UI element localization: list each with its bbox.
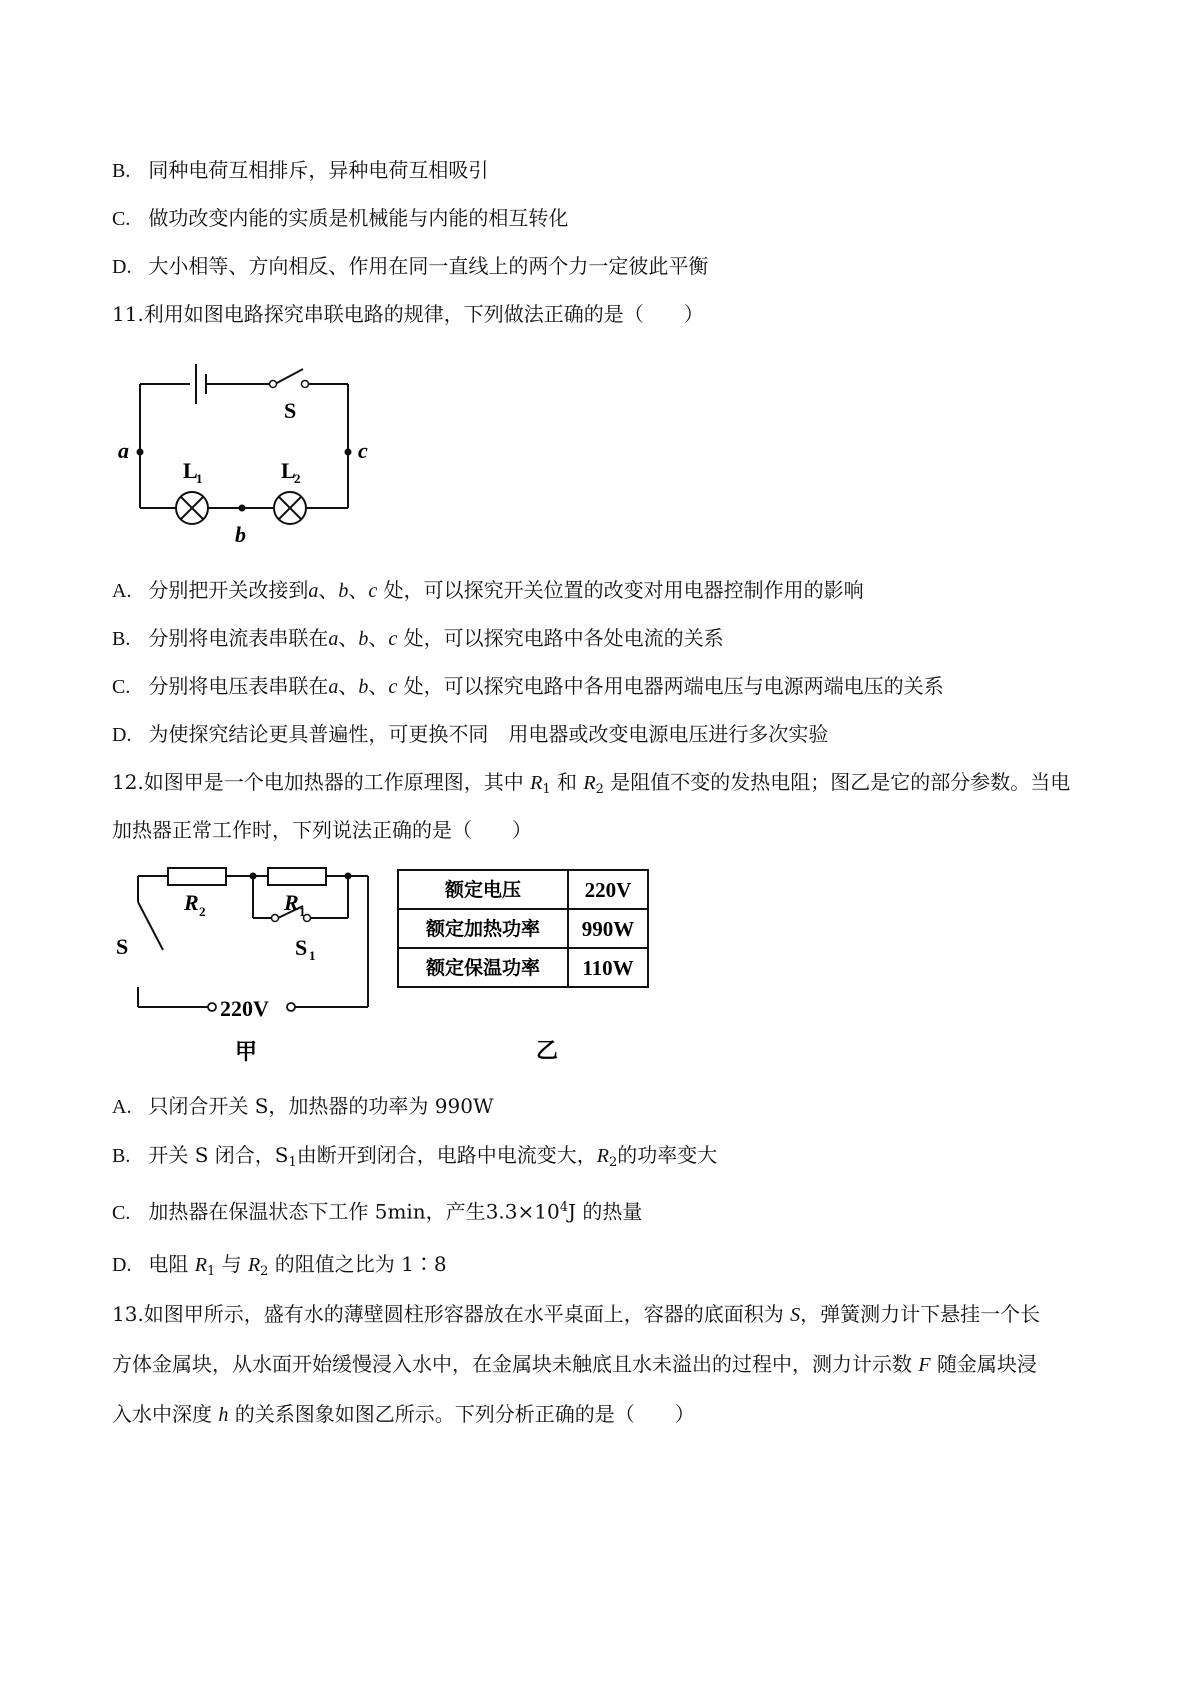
option-text: 的阻值之比为 1∶8	[274, 1252, 447, 1276]
r2-label: R	[184, 890, 199, 915]
option-text: 的功率变大	[617, 1143, 718, 1167]
sub: 1	[288, 1155, 297, 1170]
sep: 、	[338, 626, 359, 650]
exponent: 4	[559, 1200, 568, 1215]
option-text: 由断开到闭合，电路中电流变大，	[296, 1143, 597, 1167]
var-a: a	[328, 628, 339, 650]
var-f: F	[918, 1354, 931, 1376]
option-label: C.	[112, 208, 131, 230]
lamp1-label: L	[183, 458, 198, 483]
table-name-cell: 额定保温功率	[425, 958, 541, 979]
caption-jia: 甲	[235, 1039, 258, 1064]
option-text: 处，可以探究电路中各处电流的关系	[403, 626, 724, 650]
switch-blade	[275, 369, 303, 384]
var-a: a	[328, 676, 339, 698]
var-b: b	[358, 676, 369, 698]
option-text: 分别把开关改接到	[148, 578, 309, 602]
option-text: 的热量	[582, 1199, 643, 1224]
table-value-cell: 110W	[582, 956, 634, 980]
sep: 、	[348, 578, 369, 602]
option-label: D.	[112, 1254, 132, 1276]
r1-label: R	[284, 890, 299, 915]
stem-text: 的关系图象如图乙所示。下列分析正确的是（ ）	[234, 1402, 695, 1426]
stem-text: 方体金属块，从水面开始缓慢浸入水中，在金属块未触底且水未溢出的过程中，测力计示数	[112, 1352, 912, 1376]
option-text: 大小相等、方向相反、作用在同一直线上的两个力一定彼此平衡	[148, 254, 709, 278]
stem-text: 13.如图甲所示，盛有水的薄壁圆柱形容器放在水平桌面上，容器的底面积为	[112, 1302, 784, 1326]
sub: 2	[608, 1155, 618, 1170]
q11-option-a	[112, 576, 864, 605]
stem-text: ，弹簧测力计下悬挂一个长	[800, 1302, 1041, 1326]
r1-sub: 1	[299, 904, 306, 919]
option-d-prev	[112, 252, 708, 281]
sep: 、	[368, 674, 389, 698]
var-b: b	[358, 628, 369, 650]
stem-text: 是阻值不变的发热电阻；图乙是它的部分参数。当电	[610, 770, 1071, 794]
q12-option-a	[112, 1092, 494, 1121]
s-label: S	[116, 934, 129, 959]
q11-option-d	[112, 720, 828, 749]
var-c: c	[388, 628, 398, 650]
var-c: c	[368, 580, 378, 602]
option-text: 同种电荷互相排斥，异种电荷互相吸引	[148, 158, 489, 182]
option-label: B.	[112, 160, 131, 182]
q11-option-b	[112, 624, 724, 653]
q12-figure	[108, 862, 708, 1072]
lamp2-label: L	[281, 458, 296, 483]
switch-s-blade	[138, 902, 163, 950]
option-text: 与	[221, 1252, 242, 1276]
option-label: A.	[112, 580, 132, 602]
table-value-cell: 220V	[584, 878, 632, 902]
q12-stem-line2: 加热器正常工作时，下列说法正确的是（ ）	[112, 818, 532, 842]
option-label: D.	[112, 256, 132, 278]
q12-option-b	[112, 1141, 717, 1177]
stem-text: 入水中深度	[112, 1402, 212, 1426]
option-text: 电阻	[148, 1252, 189, 1276]
option-label: D.	[112, 724, 132, 746]
sub: 2	[595, 782, 604, 797]
option-text: 只闭合开关 S，加热器的功率为 990W	[148, 1094, 494, 1118]
q11-option-c	[112, 672, 944, 701]
sub: 2	[260, 1264, 269, 1279]
option-text: 做功改变内能的实质是机械能与内能的相互转化	[148, 206, 569, 230]
lamp2-sub: 2	[294, 471, 301, 486]
stem-text: 和	[557, 770, 578, 794]
sep: 、	[338, 674, 359, 698]
lamp1-sub: 1	[196, 471, 203, 486]
sub: 1	[206, 1264, 216, 1279]
q12-option-d	[112, 1250, 447, 1286]
switch-label: S	[284, 398, 297, 423]
q13-stem-line3	[112, 1400, 695, 1429]
option-b-prev	[112, 156, 488, 185]
var-r: R	[530, 772, 543, 794]
option-text: 为使探究结论更具普遍性，可更换不同 用电器或改变电源电压进行多次实验	[148, 722, 829, 746]
option-label: C.	[112, 1201, 131, 1224]
r2-sub: 2	[199, 904, 206, 919]
sep: 、	[318, 578, 339, 602]
sep: 、	[368, 626, 389, 650]
var-r: R	[596, 1145, 609, 1167]
var-s: S	[790, 1304, 801, 1326]
resistor-r1	[268, 868, 326, 885]
var-h: h	[218, 1404, 229, 1426]
var-a: a	[308, 580, 319, 602]
point-b-label: b	[235, 522, 246, 547]
unit: J	[567, 1199, 577, 1224]
option-label: B.	[112, 628, 131, 650]
option-label: C.	[112, 676, 131, 698]
option-label: A.	[112, 1096, 132, 1118]
option-text: 加热器在保温状态下工作 5min，产生	[148, 1199, 486, 1224]
sub: 1	[542, 782, 551, 797]
q11-circuit-figure	[108, 352, 408, 552]
option-text: 处，可以探究电路中各用电器两端电压与电源两端电压的关系	[403, 674, 944, 698]
table-value-cell: 990W	[581, 917, 635, 941]
q12-stem-line1	[112, 768, 1070, 804]
option-text: 分别将电压表串联在	[148, 674, 329, 698]
formula: 3.3×10	[485, 1199, 560, 1224]
stem-text: 12.如图甲是一个电加热器的工作原理图，其中	[112, 770, 524, 794]
s1-sub: 1	[309, 948, 316, 963]
var-r: R	[583, 772, 596, 794]
q12-option-c	[112, 1194, 642, 1227]
q13-stem-line2	[112, 1350, 1037, 1379]
caption-yi: 乙	[536, 1038, 559, 1063]
var-r: R	[247, 1254, 261, 1276]
point-c-label: c	[358, 438, 368, 463]
q11-stem: 11.利用如图电路探究串联电路的规律，下列做法正确的是（ ）	[112, 302, 704, 326]
option-text: 处，可以探究开关位置的改变对用电器控制作用的影响	[383, 578, 864, 602]
option-label: B.	[112, 1145, 131, 1167]
table-name-cell: 额定电压	[444, 880, 522, 901]
option-c-prev	[112, 204, 568, 233]
s1-label: S	[295, 935, 308, 960]
voltage-label: 220V	[220, 996, 269, 1021]
q13-stem-line1	[112, 1300, 1040, 1329]
table-name-cell: 额定加热功率	[425, 919, 541, 940]
option-text: 开关 S 闭合，S	[148, 1143, 289, 1167]
option-text: 分别将电流表串联在	[148, 626, 329, 650]
resistor-r2	[168, 868, 226, 885]
stem-text: 随金属块浸	[936, 1352, 1037, 1376]
var-r: R	[194, 1254, 207, 1276]
point-a-label: a	[118, 438, 129, 463]
var-c: c	[388, 676, 398, 698]
var-b: b	[338, 580, 349, 602]
